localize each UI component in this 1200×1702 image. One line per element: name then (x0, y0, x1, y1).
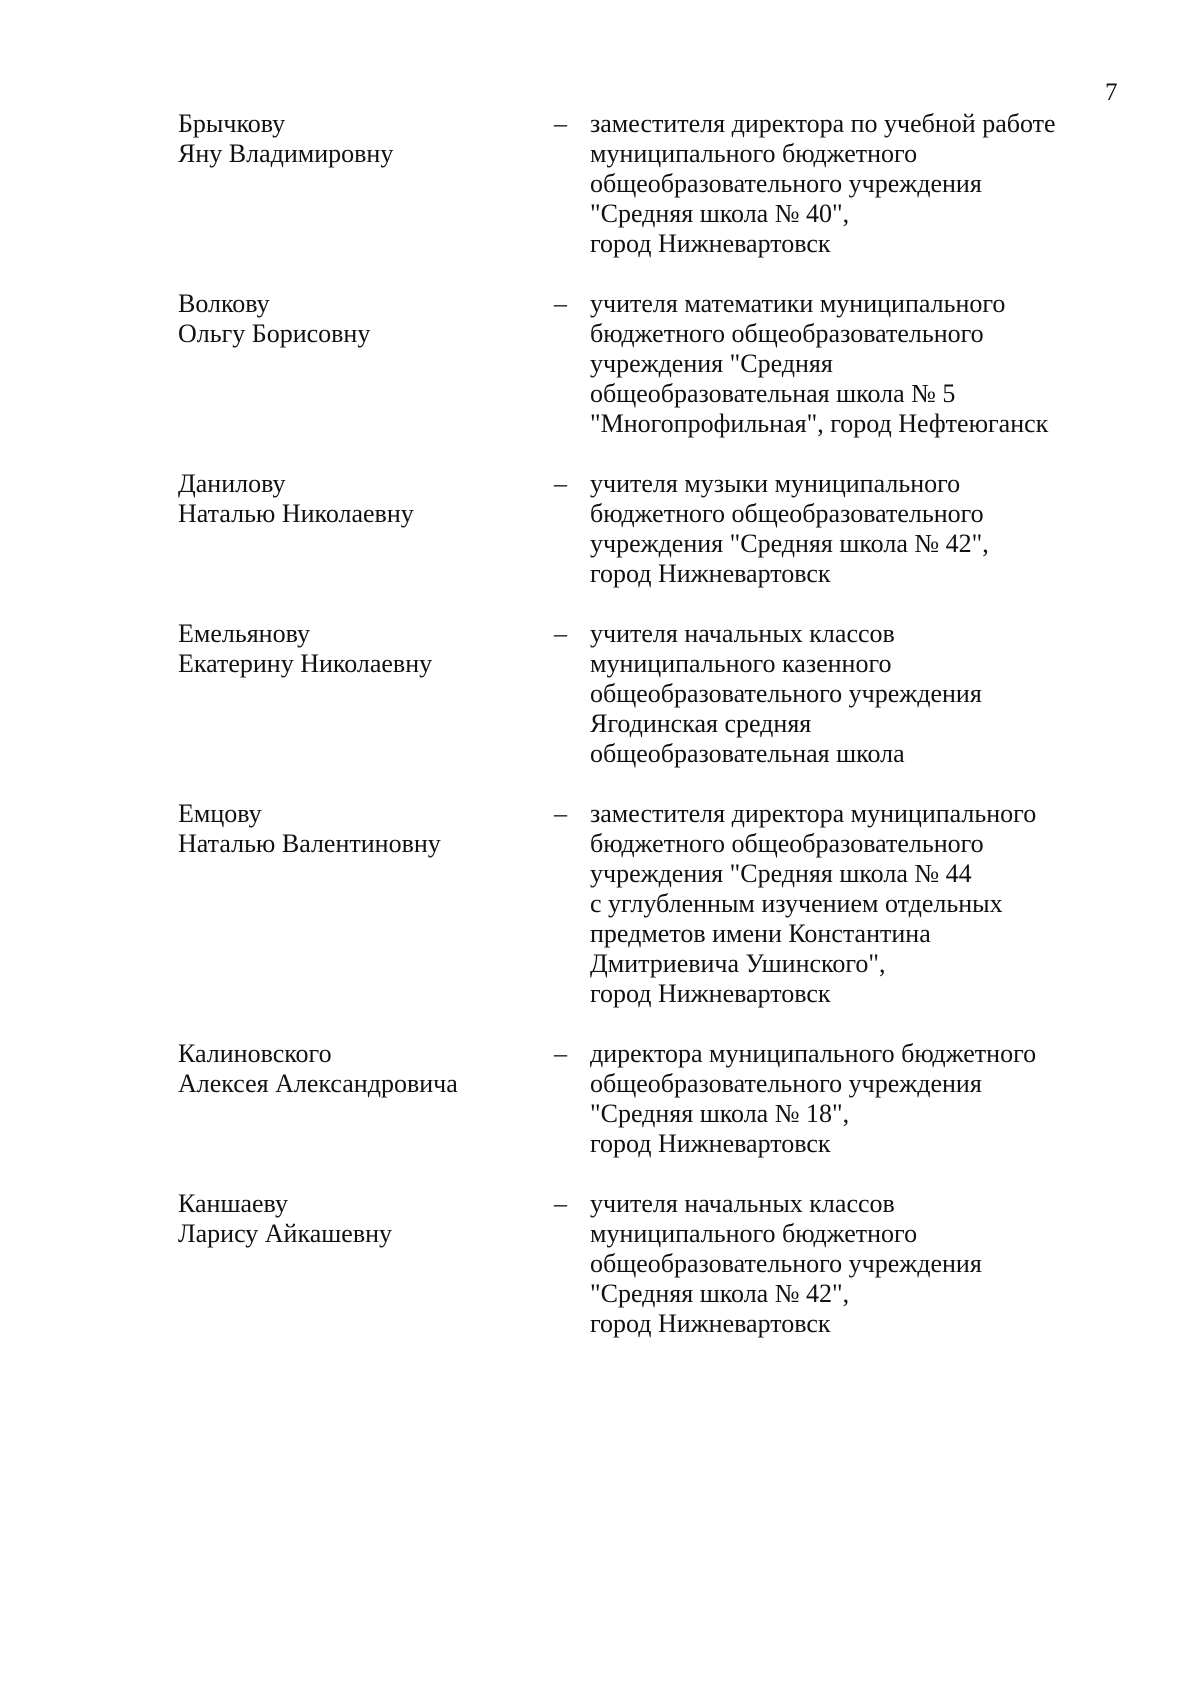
appointee-entry (0, 469, 1200, 589)
appointee-surname: Емельянову (178, 619, 310, 648)
position-line: "Средняя школа № 18", (590, 1099, 850, 1128)
appointee-surname: Волкову (178, 289, 270, 318)
position-line: бюджетного общеобразовательного (590, 829, 984, 858)
position-line: муниципального бюджетного (590, 1219, 918, 1248)
separator-dash: – (554, 469, 567, 498)
position-line: общеобразовательного учреждения (590, 679, 982, 708)
position-line: общеобразовательного учреждения (590, 1069, 982, 1098)
appointee-surname: Емцову (178, 799, 262, 828)
position-line: город Нижневартовск (590, 229, 831, 258)
separator-dash: – (554, 799, 567, 828)
appointee-surname: Каншаеву (178, 1189, 288, 1218)
position-line: город Нижневартовск (590, 559, 831, 588)
position-line: общеобразовательная школа № 5 (590, 379, 956, 408)
position-line: с углубленным изучением отдельных (590, 889, 1003, 918)
position-line: общеобразовательного учреждения (590, 169, 982, 198)
position-line: город Нижневартовск (590, 1129, 831, 1158)
separator-dash: – (554, 619, 567, 648)
appointee-entry (0, 619, 1200, 769)
position-line: Ягодинская средняя (590, 709, 812, 738)
position-line: бюджетного общеобразовательного (590, 319, 984, 348)
position-line: учителя начальных классов (590, 1189, 895, 1218)
appointee-surname: Данилову (178, 469, 286, 498)
appointee-name (178, 469, 538, 529)
appointee-name (178, 1039, 538, 1099)
appointee-given-name: Ларису Айкашевну (178, 1219, 393, 1248)
position-line: город Нижневартовск (590, 979, 831, 1008)
separator-dash: – (554, 1039, 567, 1068)
appointee-position (590, 289, 1150, 439)
position-line: общеобразовательного учреждения (590, 1249, 982, 1278)
appointee-surname: Брычкову (178, 109, 286, 138)
position-line: заместителя директора муниципального (590, 799, 1037, 828)
separator-dash: – (554, 109, 567, 138)
appointee-name (178, 1189, 538, 1249)
appointee-name (178, 799, 538, 859)
appointee-position (590, 109, 1150, 259)
appointee-entry (0, 1189, 1200, 1339)
appointee-entry (0, 289, 1200, 439)
appointee-list (0, 109, 1200, 1369)
appointee-given-name: Яну Владимировну (178, 139, 394, 168)
position-line: "Средняя школа № 42", (590, 1279, 850, 1308)
position-line: учреждения "Средняя школа № 42", (590, 529, 989, 558)
appointee-name (178, 289, 538, 349)
position-line: общеобразовательная школа (590, 739, 905, 768)
appointee-given-name: Наталью Валентиновну (178, 829, 441, 858)
position-line: "Многопрофильная", город Нефтеюганск (590, 409, 1049, 438)
position-line: город Нижневартовск (590, 1309, 831, 1338)
position-line: бюджетного общеобразовательного (590, 499, 984, 528)
position-line: предметов имени Константина (590, 919, 931, 948)
appointee-surname: Калиновского (178, 1039, 332, 1068)
position-line: Дмитриевича Ушинского", (590, 949, 886, 978)
position-line: учреждения "Средняя школа № 44 (590, 859, 972, 888)
position-line: заместителя директора по учебной работе (590, 109, 1056, 138)
appointee-name (178, 109, 538, 169)
position-line: учителя начальных классов (590, 619, 895, 648)
appointee-name (178, 619, 538, 679)
appointee-position (590, 469, 1150, 589)
position-line: "Средняя школа № 40", (590, 199, 850, 228)
appointee-given-name: Ольгу Борисовну (178, 319, 371, 348)
separator-dash: – (554, 1189, 567, 1218)
appointee-given-name: Екатерину Николаевну (178, 649, 433, 678)
position-line: муниципального бюджетного (590, 139, 918, 168)
position-line: учителя математики муниципального (590, 289, 1006, 318)
page-number: 7 (1105, 79, 1118, 106)
appointee-position (590, 1039, 1150, 1159)
appointee-position (590, 799, 1150, 1009)
appointee-entry (0, 1039, 1200, 1159)
position-line: муниципального казенного (590, 649, 892, 678)
position-line: директора муниципального бюджетного (590, 1039, 1037, 1068)
separator-dash: – (554, 289, 567, 318)
appointee-entry (0, 109, 1200, 259)
appointee-entry (0, 799, 1200, 1009)
position-line: учреждения "Средняя (590, 349, 833, 378)
appointee-given-name: Алексея Александровича (178, 1069, 458, 1098)
appointee-position (590, 619, 1150, 769)
appointee-position (590, 1189, 1150, 1339)
position-line: учителя музыки муниципального (590, 469, 961, 498)
appointee-given-name: Наталью Николаевну (178, 499, 414, 528)
